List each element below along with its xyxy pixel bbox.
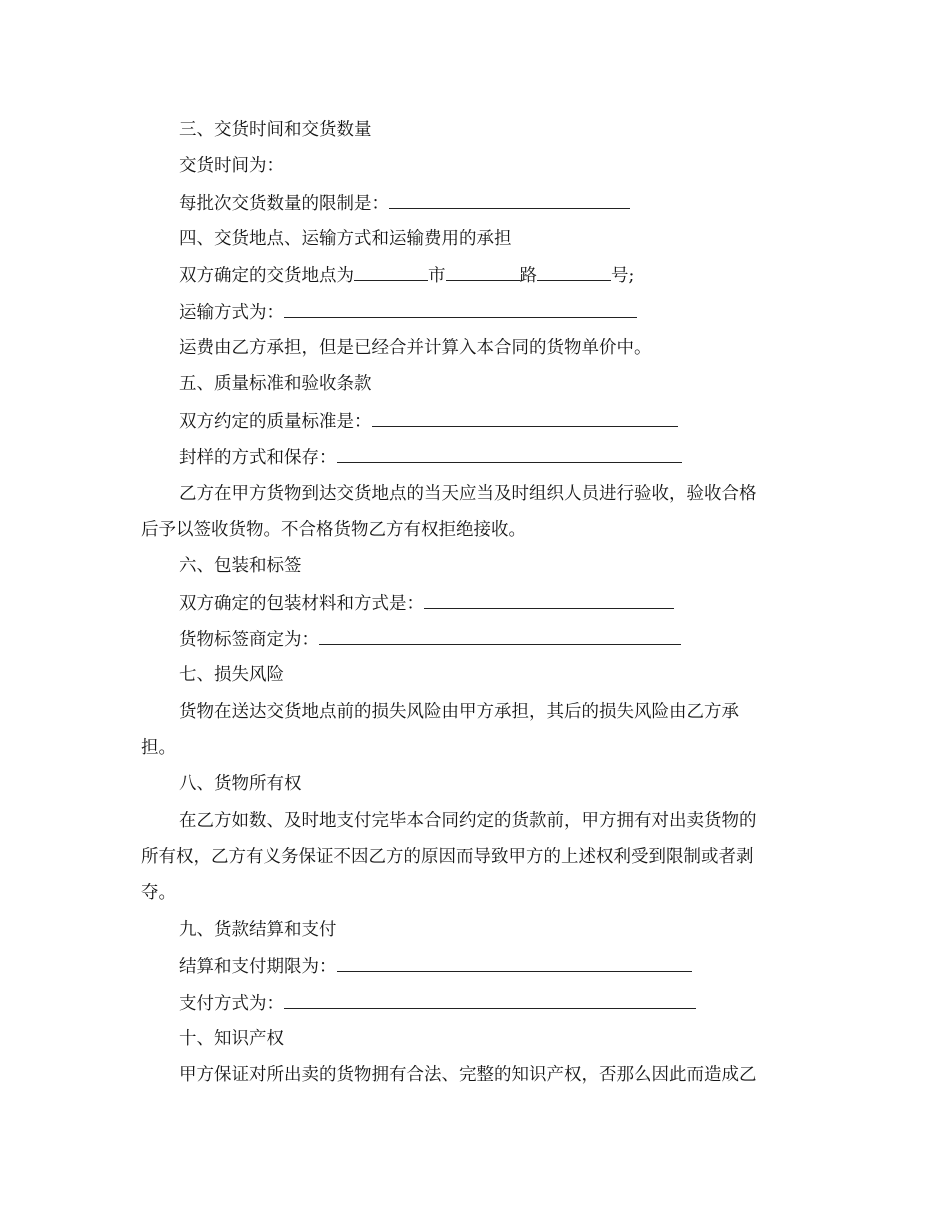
sample-sealing-line — [179, 445, 682, 470]
transport-mode-label: 运输方式为： — [179, 303, 284, 323]
settlement-period-label: 结算和支付期限为： — [179, 957, 337, 977]
section-6-heading: 六、包装和标签 — [179, 556, 302, 576]
inspection-paragraph-line-1: 乙方在甲方货物到达交货地点的当天应当及时组织人员进行验收，验收合格 — [179, 484, 757, 504]
road-label: 路 — [519, 266, 537, 286]
city-label: 市 — [428, 266, 446, 286]
sample-sealing-label: 封样的方式和保存： — [179, 448, 337, 468]
section-9-heading: 九、货款结算和支付 — [179, 920, 337, 940]
label-blank[interactable] — [319, 627, 681, 645]
ownership-paragraph-line-1: 在乙方如数、及时地支付完毕本合同约定的货款前，甲方拥有对出卖货物的 — [179, 811, 757, 831]
packaging-label: 双方确定的包装材料和方式是： — [179, 594, 424, 614]
quality-standard-label: 双方约定的质量标准是： — [179, 412, 372, 432]
transport-mode-blank[interactable] — [284, 300, 637, 318]
quality-standard-line — [179, 409, 678, 434]
delivery-time-label: 交货时间为： — [179, 156, 284, 176]
quantity-limit-label: 每批次交货数量的限制是： — [179, 194, 389, 214]
ip-paragraph-line-1: 甲方保证对所出卖的货物拥有合法、完整的知识产权，否那么因此而造成乙 — [179, 1065, 757, 1085]
risk-paragraph-line-2: 担。 — [141, 738, 176, 758]
packaging-line — [179, 591, 674, 616]
section-5-heading: 五、质量标准和验收条款 — [179, 374, 372, 394]
payment-method-blank[interactable] — [284, 991, 696, 1009]
delivery-place-label: 双方确定的交货地点为 — [179, 266, 354, 286]
section-3-heading: 三、交货时间和交货数量 — [179, 120, 372, 140]
road-blank[interactable] — [446, 263, 520, 281]
settlement-period-blank[interactable] — [337, 954, 692, 972]
payment-method-label: 支付方式为： — [179, 994, 284, 1014]
inspection-paragraph-line-2: 后予以签收货物。不合格货物乙方有权拒绝接收。 — [141, 520, 526, 540]
risk-paragraph-line-1: 货物在送达交货地点前的损失风险由甲方承担，其后的损失风险由乙方承 — [179, 702, 739, 722]
quantity-limit-blank[interactable] — [389, 191, 630, 209]
label-line — [179, 627, 681, 652]
label-label: 货物标签商定为： — [179, 630, 319, 650]
number-label: 号; — [611, 266, 635, 286]
ownership-paragraph-line-3: 夺。 — [141, 883, 176, 903]
sample-sealing-blank[interactable] — [337, 445, 682, 463]
freight-note: 运费由乙方承担，但是已经合并计算入本合同的货物单价中。 — [179, 338, 652, 358]
section-10-heading: 十、知识产权 — [179, 1029, 284, 1049]
section-8-heading: 八、货物所有权 — [179, 774, 302, 794]
transport-mode-line — [179, 300, 637, 325]
settlement-period-line — [179, 954, 692, 979]
quality-standard-blank[interactable] — [372, 409, 678, 427]
quantity-limit-line — [179, 191, 630, 216]
delivery-place-line — [179, 263, 634, 288]
packaging-blank[interactable] — [424, 591, 674, 609]
payment-method-line — [179, 991, 696, 1016]
section-7-heading: 七、损失风险 — [179, 665, 284, 685]
ownership-paragraph-line-2: 所有权，乙方有义务保证不因乙方的原因而导致甲方的上述权利受到限制或者剥 — [141, 847, 754, 867]
number-blank[interactable] — [537, 263, 611, 281]
city-blank[interactable] — [354, 263, 428, 281]
section-4-heading: 四、交货地点、运输方式和运输费用的承担 — [179, 229, 512, 249]
